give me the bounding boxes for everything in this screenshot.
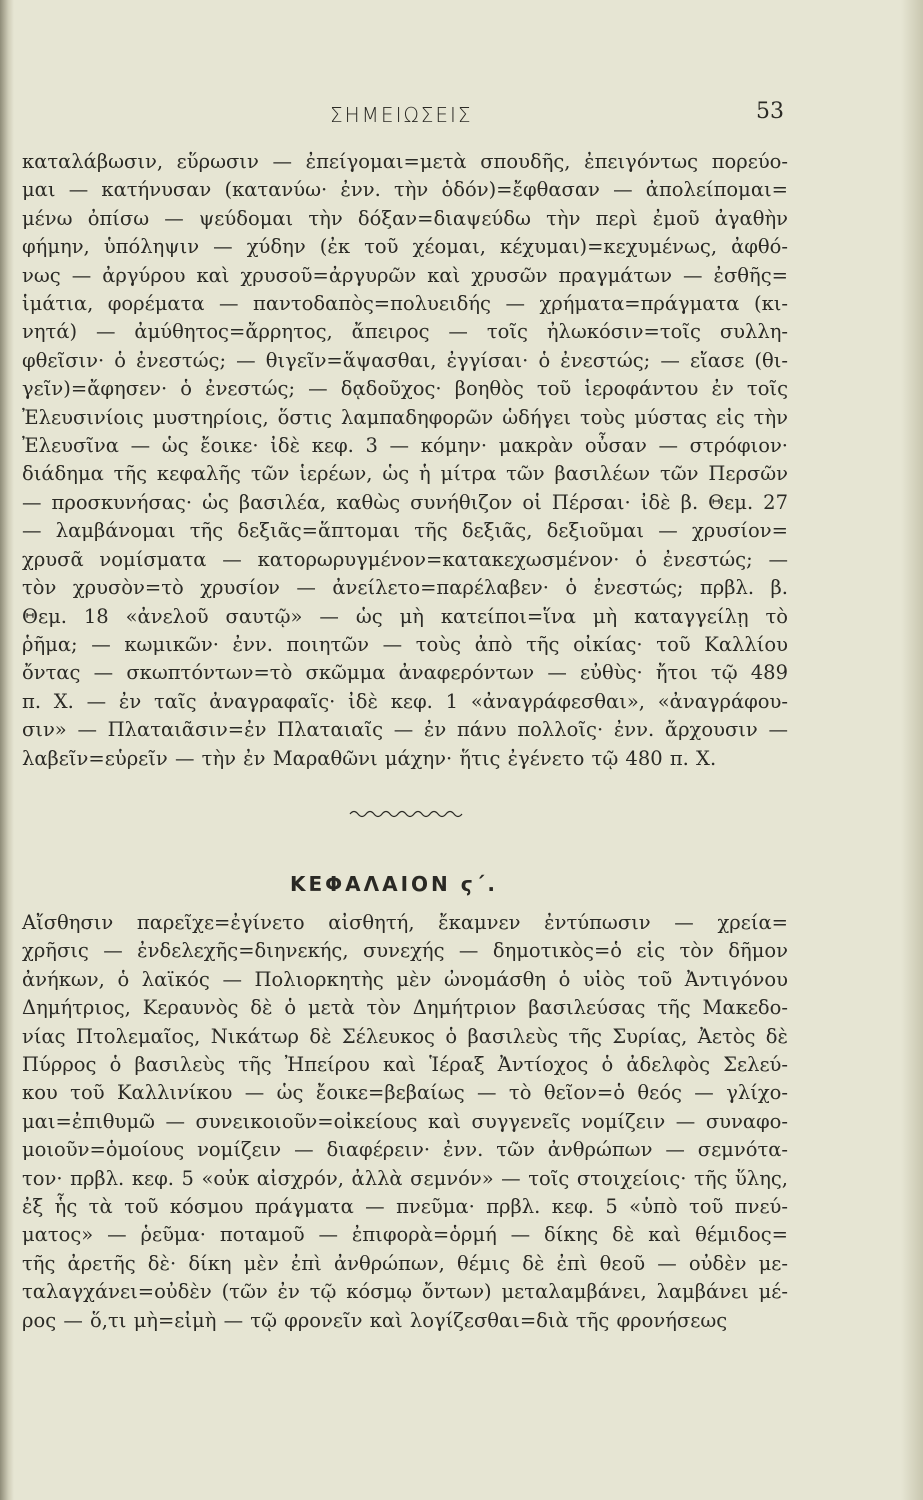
text-line: τον· πρβλ. κεφ. 5 «οὐκ αἰσχρόν, ἀλλὰ σεμνόν» — τοῖς στοιχείοις· τῆς ὕλης, — [22, 1166, 788, 1190]
text-line: ματος» — ῥεῦμα· ποταμοῦ — ἐπιφορὰ=ὁρμή — δίκης δὲ καὶ θέμιδος= — [22, 1223, 788, 1247]
text-line: Θεμ. 18 «ἀνελοῦ σαυτῷ» — ὡς μὴ κατείποι=ἵνα μὴ καταγγείλῃ τὸ — [22, 604, 788, 628]
text-line: χρῆσις — ἐνδελεχῆς=διηνεκής, συνεχής — δημοτικὸς=ὁ εἰς τὸν δῆμον — [22, 939, 788, 963]
text-line: γεῖν)=ἄφησεν· ὁ ἐνεστώς; — δᾳδοῦχος· βοηθὸς τοῦ ἱεροφάντου ἐν τοῖς — [22, 377, 788, 401]
text-line: — λαμβάνομαι τῆς δεξιᾶς=ἅπτομαι τῆς δεξιᾶς, δεξιοῦμαι — χρυσίον= — [22, 519, 788, 543]
text-line: κου τοῦ Καλλινίκου — ὡς ἔοικε=βεβαίως — τὸ θεῖον=ὁ θεός — γλίχο- — [22, 1081, 788, 1105]
text-line: μαι=ἐπιθυμῶ — συνεικοιοῦν=οἰκείους καὶ συγγενεῖς νομίζειν — συναφο- — [22, 1109, 788, 1133]
text-line: λαβεῖν=εὑρεῖν — τὴν ἐν Μαραθῶνι μάχην· ἥτις ἐγένετο τῷ 480 π. Χ. — [22, 746, 717, 770]
notes-block-1 — [22, 148, 788, 773]
text-line: ἐξ ἧς τὰ τοῦ κόσμου πράγματα — πνεῦμα· πρβλ. κεφ. 5 «ὑπὸ τοῦ πνεύ- — [22, 1195, 788, 1219]
text-line: Αἴσθησιν παρεῖχε=ἐγίνετο αἰσθητή, ἔκαμνεν ἐντύπωσιν — χρεία= — [22, 911, 788, 934]
text-line: Ἐλευσινίοις μυστηρίοις, ὅστις λαμπαδηφορῶν ὡδήγει τοὺς μύστας εἰς τὴν — [22, 405, 788, 429]
text-line: χρυσᾶ νομίσματα — κατορωρυγμένον=κατακεχωσμένον· ὁ ἐνεστώς; — — [22, 547, 788, 571]
text-line: ρος — ὅ,τι μὴ=εἰμὴ — τῷ φρονεῖν καὶ λογίζεσθαι=διὰ τῆς φρονήσεως — [22, 1308, 728, 1332]
text-line: τῆς ἀρετῆς δὲ· δίκη μὲν ἐπὶ ἀνθρώπων, θέμις δὲ ἐπὶ θεοῦ — οὐδὲν με- — [22, 1251, 788, 1275]
text-line: Δημήτριος, Κεραυνὸς δὲ ὁ μετὰ τὸν Δημήτριον βασιλεύσας τῆς Μακεδο- — [22, 996, 788, 1020]
page-edge-shadow — [901, 0, 923, 1500]
text-line: τὸν χρυσὸν=τὸ χρυσίον — ἀνείλετο=παρέλαβεν· ὁ ἐνεστώς; πρβλ. β. — [22, 576, 788, 600]
text-line: π. Χ. — ἐν ταῖς ἀναγραφαῖς· ἰδὲ κεφ. 1 «ἀναγράφεσθαι», «ἀναγράφου- — [22, 689, 788, 713]
text-line: ταλαγχάνει=οὐδὲν (τῶν ἐν τῷ κόσμῳ ὄντων) μεταλαμβάνει, λαμβάνει μέ- — [22, 1280, 788, 1304]
page-number: 53 — [756, 99, 784, 124]
text-line: ἱμάτια, φορέματα — παντοδαπὸς=πολυειδής — χρήματα=πράγματα (κι- — [22, 292, 788, 316]
text-line: νίας Πτολεμαῖος, Νικάτωρ δὲ Σέλευκος ὁ βασιλεὺς τῆς Συρίας, Ἀετὸς δὲ — [22, 1024, 788, 1048]
page-spine-shadow — [0, 0, 14, 1500]
text-line: διάδημα τῆς κεφαλῆς τῶν ἱερέων, ὡς ἡ μίτρα τῶν βασιλέων τῶν Περσῶν — [22, 462, 788, 486]
text-line: — προσκυνήσας· ὡς βασιλέα, καθὼς συνήθιζον οἱ Πέρσαι· ἰδὲ β. Θεμ. 27 — [22, 490, 788, 514]
text-line: φθεῖσιν· ὁ ἐνεστώς; — θιγεῖν=ἅψασθαι, ἐγγίσαι· ὁ ἐνεστώς; — εἴασε (θι- — [22, 348, 788, 372]
running-head: ΣΗΜΕΙΩΣΕΙΣ — [330, 103, 473, 127]
text-line: μοιοῦν=ὁμοίους νομίζειν — διαφέρειν· ἐνν. τῶν ἀνθρώπων — σεμνότα- — [22, 1138, 788, 1162]
text-line: Ἐλευσῖνα — ὡς ἔοικε· ἰδὲ κεφ. 3 — κόμην· μακρὰν οὖσαν — στρόφιον· — [22, 434, 788, 458]
wavy-divider-ornament — [348, 806, 466, 820]
text-line: καταλάβωσιν, εὕρωσιν — ἐπείγομαι=μετὰ σπουδῆς, ἐπειγόντως πορεύο- — [22, 150, 788, 173]
text-line: Πύρρος ὁ βασιλεὺς τῆς Ἠπείρου καὶ Ἱέραξ Ἀντίοχος ὁ ἀδελφὸς Σελεύ- — [22, 1053, 788, 1077]
text-line: νως — ἀργύρου καὶ χρυσοῦ=ἀργυρῶν καὶ χρυσῶν πραγμάτων — ἐσθῆς= — [22, 263, 788, 287]
text-line: ῥῆμα; — κωμικῶν· ἐνν. ποιητῶν — τοὺς ἀπὸ τῆς οἰκίας· τοῦ Καλλίου — [22, 632, 788, 656]
text-line: μένω ὀπίσω — ψεύδομαι τὴν δόξαν=διαψεύδω τὴν περὶ ἐμοῦ ἀγαθὴν — [22, 206, 788, 230]
text-line: νητά) — ἀμύθητος=ἄρρητος, ἄπειρος — τοῖς ἠλωκόσιν=τοῖς συλλη- — [22, 320, 788, 344]
text-line: μαι — κατήνυσαν (κατανύω· ἐνν. τὴν ὁδόν)=ἔφθασαν — ἀπολείπομαι= — [22, 178, 788, 202]
text-line: φήμην, ὑπόληψιν — χύδην (ἐκ τοῦ χέομαι, κέχυμαι)=κεχυμένως, ἀφθό- — [22, 235, 788, 259]
text-line: σιν» — Πλαταιᾶσιν=ἐν Πλαταιαῖς — ἐν πάνυ πολλοῖς· ἐνν. ἄρχουσιν — — [22, 718, 788, 742]
text-line: ὄντας — σκωπτόντων=τὸ σκῶμμα ἀναφερόντων — εὐθὺς· ἤτοι τῷ 489 — [22, 661, 788, 685]
text-line: ἀνήκων, ὁ λαϊκός — Πολιορκητὴς μὲν ὠνομάσθη ὁ υἱὸς τοῦ Ἀντιγόνου — [22, 967, 788, 991]
notes-block-2 — [22, 909, 788, 1335]
chapter-heading: ΚΕΦΑΛΑΙΟΝ ϛ΄. — [290, 872, 499, 896]
